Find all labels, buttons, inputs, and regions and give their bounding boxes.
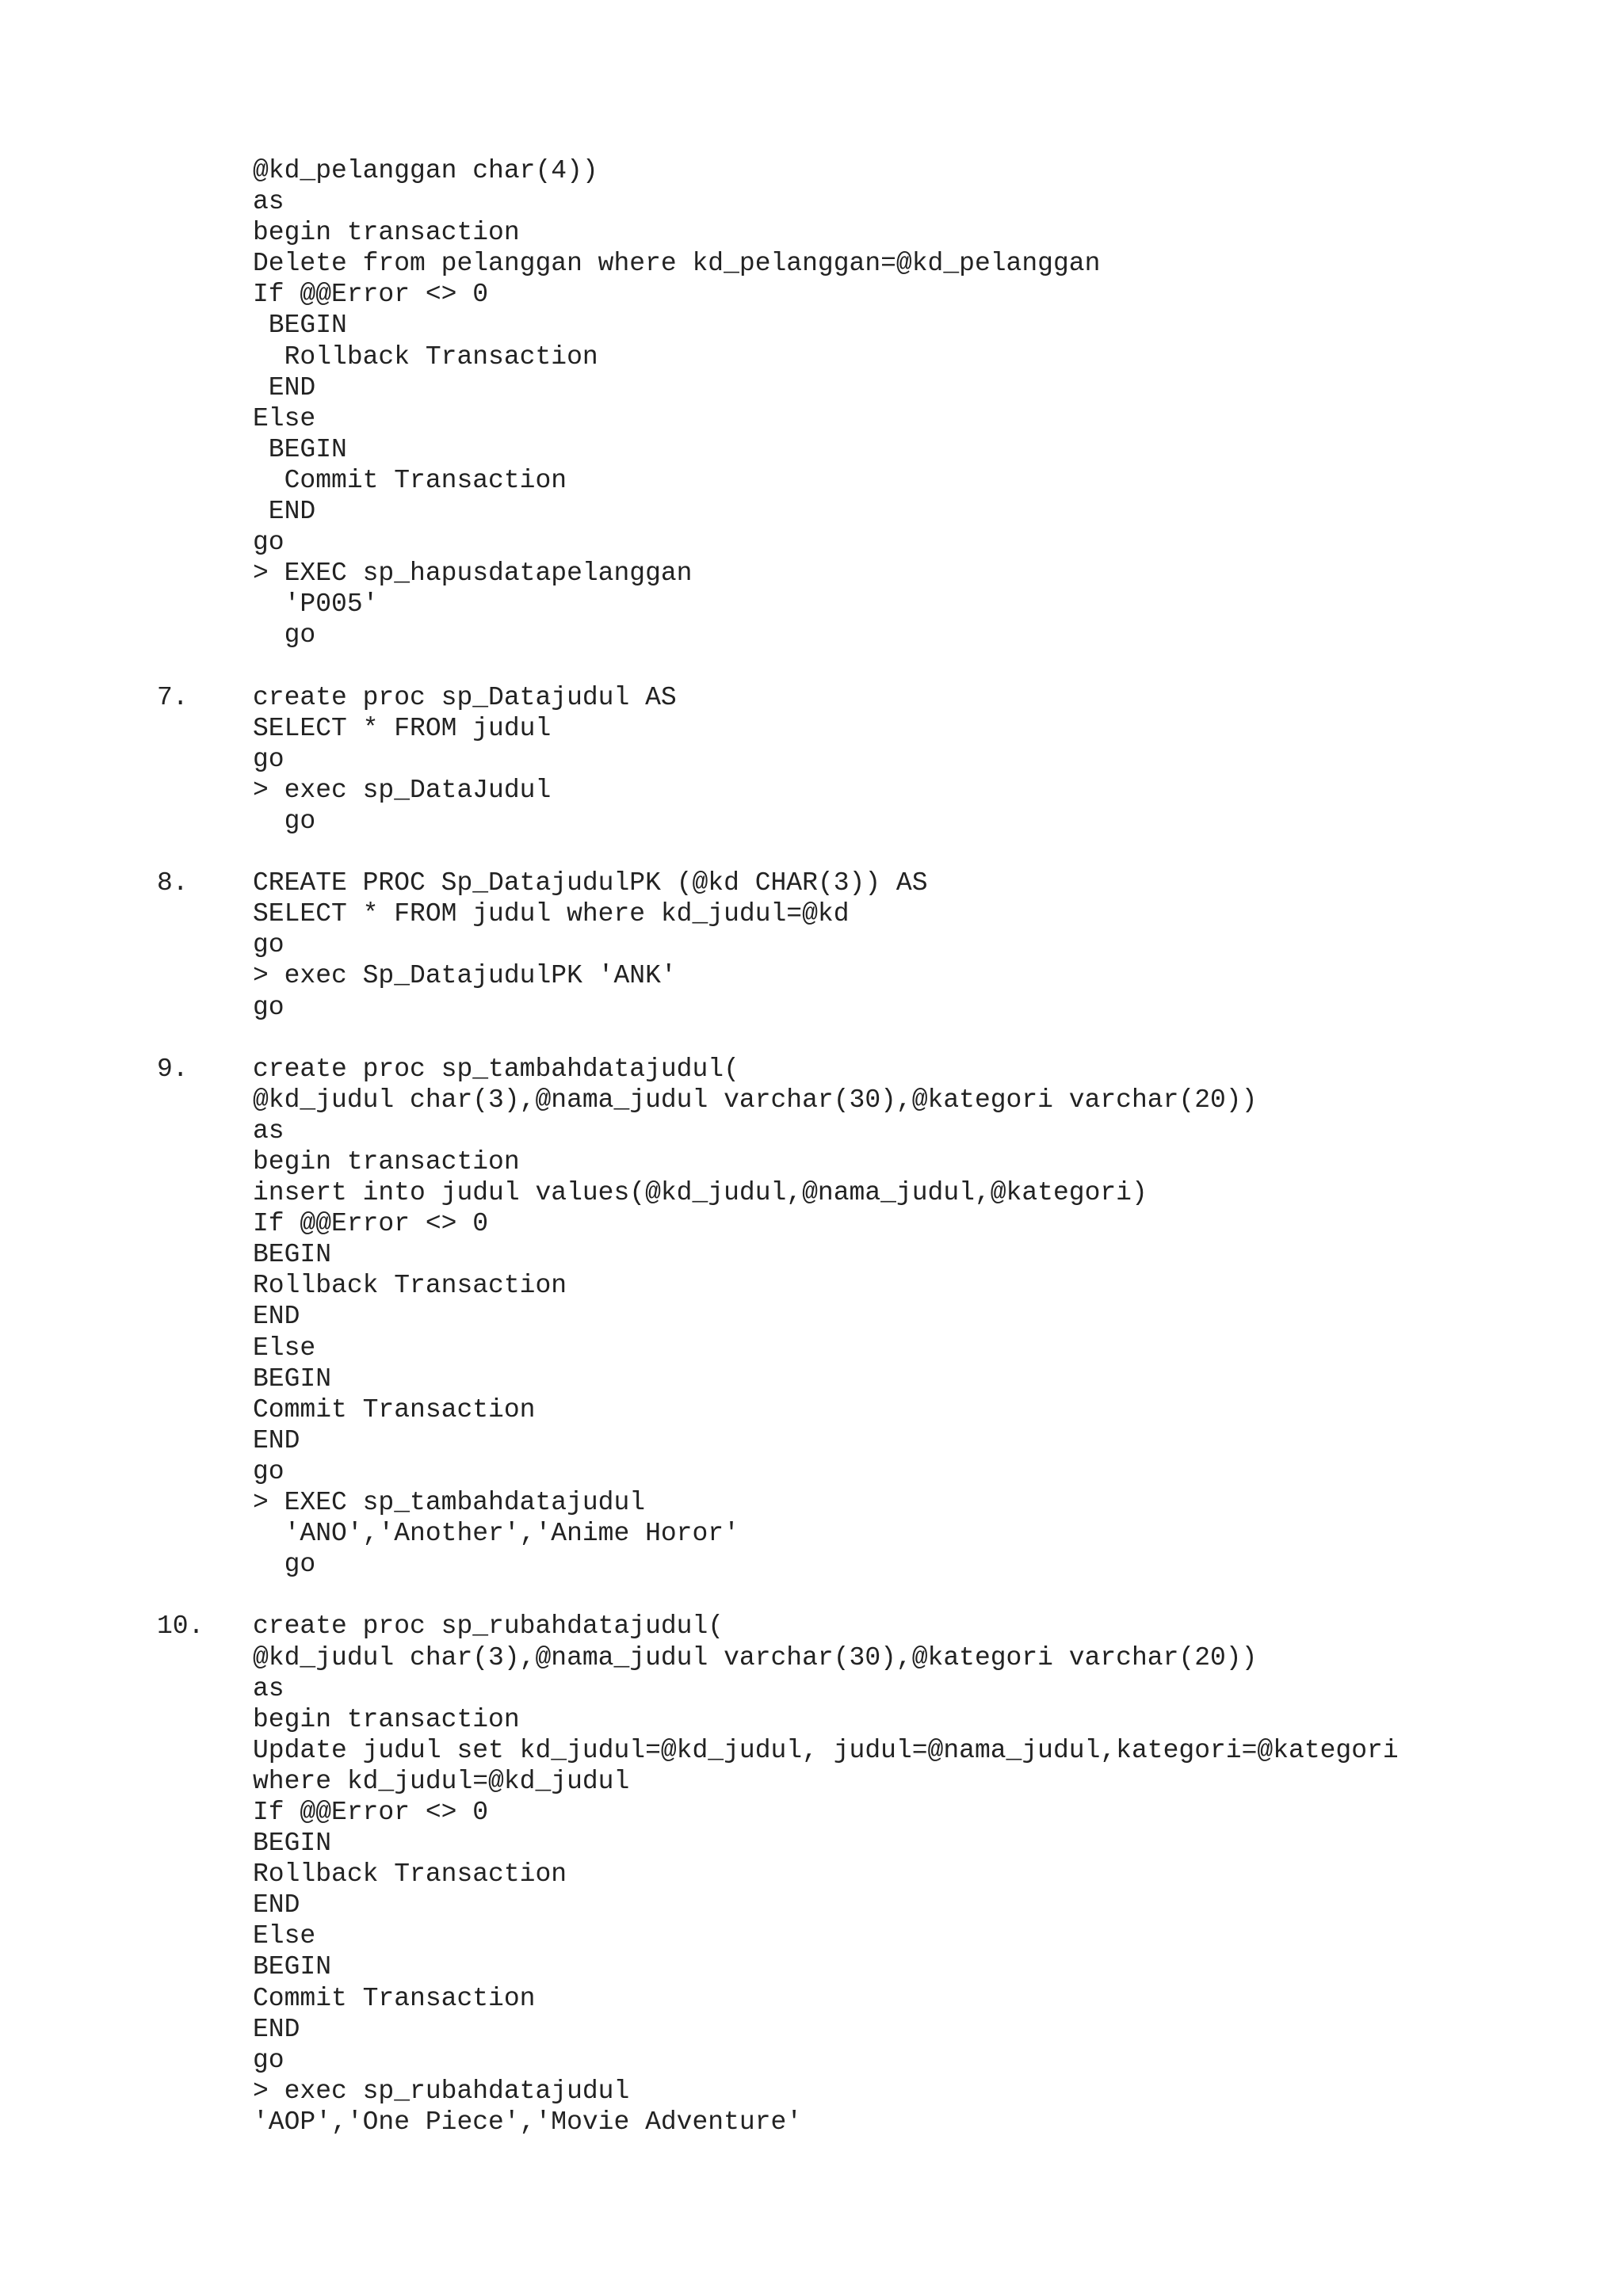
code-text: END [253, 2014, 300, 2044]
code-text: > EXEC sp_tambahdatajudul [253, 1488, 646, 1518]
block-spacer [157, 1580, 1504, 1611]
code-text: > exec sp_DataJudul [253, 775, 552, 805]
code-listing [157, 155, 1504, 2138]
code-text: Else [253, 1921, 316, 1951]
code-block [157, 155, 1504, 651]
code-text: If @@Error <> 0 [253, 1797, 489, 1827]
code-text: BEGIN [253, 434, 347, 464]
code-text: SELECT * FROM judul [253, 713, 552, 743]
code-text: @kd_judul char(3),@nama_judul varchar(30),@kategori varchar(20)) [253, 1085, 1258, 1115]
list-number: 9. [157, 1054, 189, 1084]
code-text: Else [253, 403, 316, 433]
code-text: as [253, 1673, 285, 1703]
code-text: create proc sp_tambahdatajudul( [253, 1054, 739, 1084]
code-line [253, 1239, 1504, 1270]
code-text: END [253, 497, 316, 527]
code-text: go [253, 1550, 316, 1580]
code-text: go [253, 930, 285, 960]
code-line [253, 806, 1504, 837]
code-line [253, 434, 1504, 465]
code-line [253, 992, 1504, 1023]
list-number: 10. [157, 1611, 204, 1642]
code-text: If @@Error <> 0 [253, 280, 489, 310]
code-text: BEGIN [253, 1952, 332, 1982]
code-line [253, 1828, 1504, 1859]
code-line [253, 1177, 1504, 1208]
code-text: @kd_judul char(3),@nama_judul varchar(30),@kategori varchar(20)) [253, 1642, 1258, 1672]
code-line [253, 248, 1504, 279]
code-line [253, 1333, 1504, 1363]
list-number: 8. [157, 868, 189, 898]
code-text: BEGIN [253, 311, 347, 341]
code-line [253, 1983, 1504, 2014]
code-text: SELECT * FROM judul where kd_judul=@kd [253, 899, 850, 929]
code-line [253, 960, 1504, 991]
code-line [253, 1116, 1504, 1146]
code-text: insert into judul values(@kd_judul,@nama_judul,@kategori) [253, 1178, 1148, 1208]
code-line [253, 1146, 1504, 1177]
code-text: Commit Transaction [253, 1394, 536, 1425]
code-line [253, 465, 1504, 496]
code-line [157, 1054, 1504, 1085]
code-line [253, 1085, 1504, 1116]
code-text: Rollback Transaction [253, 1859, 567, 1890]
code-text: begin transaction [253, 1704, 520, 1734]
code-text: go [253, 806, 316, 836]
code-block [157, 682, 1504, 837]
code-line [253, 1704, 1504, 1735]
code-text: go [253, 620, 316, 650]
code-line [253, 1270, 1504, 1301]
code-text: If @@Error <> 0 [253, 1209, 489, 1239]
code-line [253, 1208, 1504, 1239]
code-text: END [253, 1890, 300, 1920]
code-line [253, 279, 1504, 310]
code-text: Update judul set kd_judul=@kd_judul, judul=@nama_judul,kategori=@kategori [253, 1735, 1399, 1765]
code-text: BEGIN [253, 1240, 332, 1270]
code-line [253, 589, 1504, 620]
code-line [253, 496, 1504, 527]
code-line [253, 744, 1504, 775]
code-text: BEGIN [253, 1829, 332, 1859]
code-line [157, 682, 1504, 713]
code-line [253, 403, 1504, 434]
block-spacer [157, 651, 1504, 682]
code-block [157, 868, 1504, 1022]
code-line [253, 2045, 1504, 2076]
code-text: CREATE PROC Sp_DatajudulPK (@kd CHAR(3)) AS [253, 868, 928, 898]
code-text: > exec sp_rubahdatajudul [253, 2076, 630, 2106]
code-line [253, 2076, 1504, 2107]
code-line [253, 341, 1504, 372]
code-line [253, 1735, 1504, 1766]
code-line [253, 1425, 1504, 1456]
code-line [253, 1642, 1504, 1673]
code-line [157, 868, 1504, 898]
block-spacer [157, 837, 1504, 868]
code-line [253, 1920, 1504, 1951]
code-line [253, 1951, 1504, 1982]
code-line [253, 1518, 1504, 1549]
code-line [253, 1859, 1504, 1890]
code-text: where kd_judul=@kd_judul [253, 1766, 630, 1796]
code-line [253, 775, 1504, 806]
code-text: Else [253, 1333, 316, 1363]
list-number: 7. [157, 682, 189, 712]
code-text: 'P005' [253, 589, 379, 620]
code-text: END [253, 372, 316, 402]
code-text: go [253, 744, 285, 774]
code-line [253, 713, 1504, 744]
code-line [253, 1487, 1504, 1518]
code-text: begin transaction [253, 1147, 520, 1177]
code-text: END [253, 1425, 300, 1455]
code-line [253, 1394, 1504, 1425]
code-line [253, 186, 1504, 217]
code-line [253, 155, 1504, 186]
code-line [253, 1363, 1504, 1394]
code-text: > exec Sp_DatajudulPK 'ANK' [253, 961, 677, 991]
code-line [253, 310, 1504, 341]
code-line [253, 1301, 1504, 1332]
code-text: END [253, 1302, 300, 1332]
code-text: begin transaction [253, 218, 520, 248]
code-text: Delete from pelanggan where kd_pelanggan=@kd_pelanggan [253, 249, 1101, 279]
code-block [157, 1054, 1504, 1581]
code-line [253, 1549, 1504, 1580]
code-line [253, 1456, 1504, 1487]
code-text: 'ANO','Another','Anime Horor' [253, 1519, 739, 1549]
code-line [157, 1611, 1504, 1642]
code-line [253, 898, 1504, 929]
code-line [253, 527, 1504, 558]
code-text: go [253, 992, 285, 1022]
code-line [253, 372, 1504, 403]
code-text: create proc sp_Datajudul AS [253, 682, 677, 712]
code-line [253, 620, 1504, 650]
code-text: as [253, 1116, 285, 1146]
code-line [253, 2107, 1504, 2138]
code-line [253, 1766, 1504, 1797]
code-line [253, 2014, 1504, 2045]
code-block [157, 1611, 1504, 2138]
code-line [253, 1890, 1504, 1920]
code-text: Commit Transaction [253, 1983, 536, 2013]
code-text: @kd_pelanggan char(4)) [253, 156, 598, 185]
code-text: go [253, 1456, 285, 1486]
code-text: go [253, 528, 285, 558]
code-text: BEGIN [253, 1363, 332, 1394]
block-spacer [157, 1023, 1504, 1054]
code-text: Commit Transaction [253, 465, 567, 495]
code-line [253, 929, 1504, 960]
code-text: Rollback Transaction [253, 1271, 567, 1301]
code-line [253, 1797, 1504, 1828]
code-line [253, 217, 1504, 248]
code-line [253, 558, 1504, 589]
code-text: > EXEC sp_hapusdatapelanggan [253, 559, 693, 589]
code-text: as [253, 187, 285, 217]
code-text: 'AOP','One Piece','Movie Adventure' [253, 2107, 803, 2137]
code-text: Rollback Transaction [253, 341, 598, 372]
code-text: go [253, 2045, 285, 2075]
code-line [253, 1673, 1504, 1704]
code-text: create proc sp_rubahdatajudul( [253, 1611, 724, 1642]
